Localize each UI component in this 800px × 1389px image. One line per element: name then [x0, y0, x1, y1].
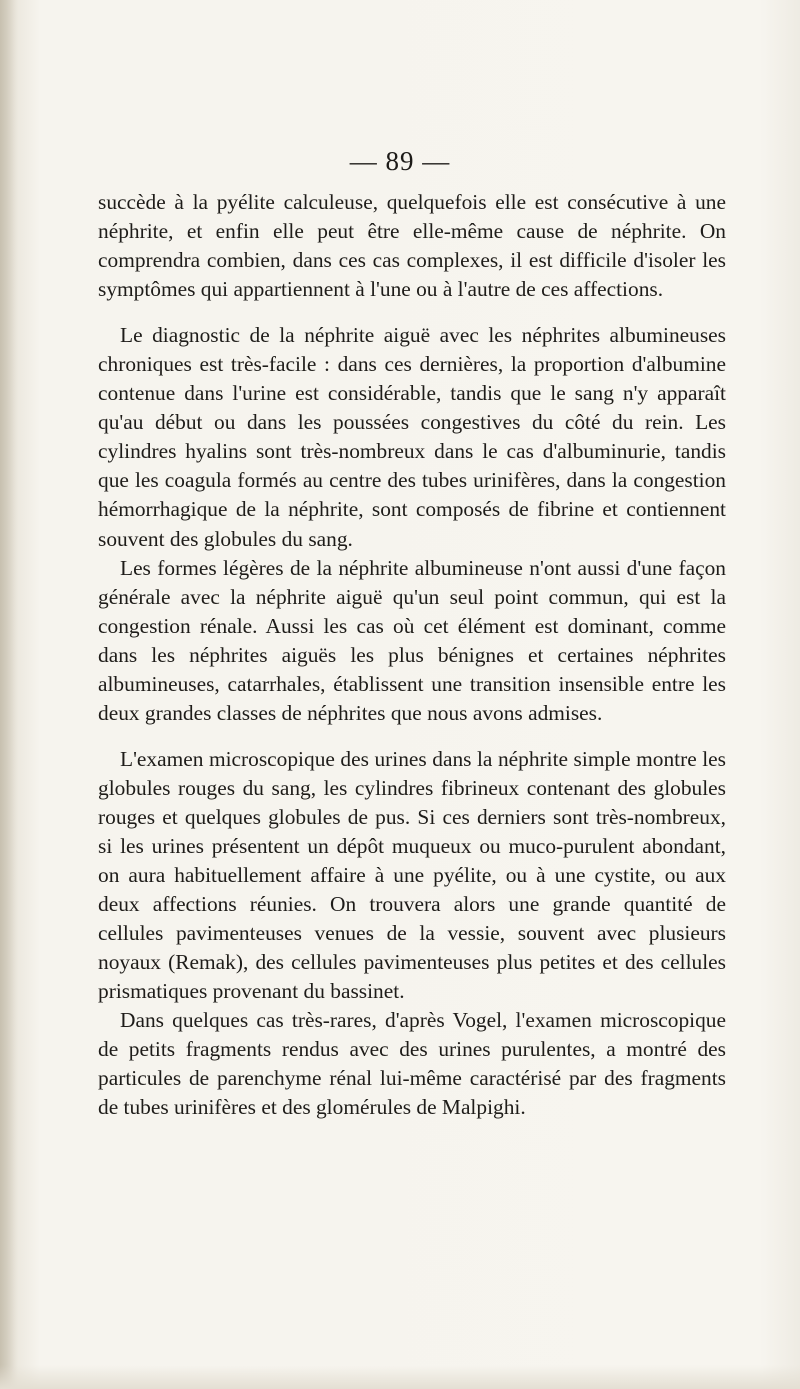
paragraph-4: L'examen microscopique des urines dans la néphrite simple montre les globules rouges du sang, les cylindres fibrineux contenant des globules rouges et quelques globules de pus. Si ces derniers sont très-nombreux, si les urines présentent un dépôt muqueux ou muco-purulent abondant, on aura habituellement affaire à une pyélite, ou à une cystite, ou aux deux affections réunies. On trouvera alors une grande quantité de cellules pavimenteuses venues de la vessie, souvent avec plusieurs noyaux (Remak), des cellules pavimenteuses plus petites et des cellules prismatiques provenant du bassinet.: [98, 746, 726, 1004]
page-body: [98, 188, 726, 1122]
paragraph-3: Les formes légères de la néphrite albumineuse n'ont aussi d'une façon générale avec la néphrite aiguë qu'un seul point commun, qui est la congestion rénale. Aussi les cas où cet élément est dominant, comme dans les néphrites aiguës les plus bénignes et certaines néphrites albumineuses, catarrhales, établissent une transition insensible entre les deux grandes classes de néphrites que nous avons admises.: [98, 555, 726, 725]
page-bottom-edge: [0, 1365, 800, 1389]
paragraph-5: Dans quelques cas très-rares, d'après Vogel, l'examen microscopique de petits fragments rendus avec des urines purulentes, a montré des particules de parenchyme rénal lui-même caractérisé par des fragments de tubes urinifères et des glomérules de Malpighi.: [98, 1008, 726, 1120]
paragraph-1: succède à la pyélite calculeuse, quelquefois elle est consécutive à une néphrite, et enfin elle peut être elle-même cause de néphrite. On comprendra combien, dans ces cas complexes, il est difficile d'isoler les symptômes qui appartiennent à l'une ou à l'autre de ces affections.: [98, 190, 726, 302]
paragraph-2: Le diagnostic de la néphrite aiguë avec les néphrites albumineuses chroniques est très-facile : dans ces dernières, la proportion d'albumine contenue dans l'urine est considérable, tandis que le sang n'y apparaît qu'au début ou dans les poussées congestives du côté du rein. Les cylindres hyalins sont très-nombreux dans le cas d'albuminurie, tandis que les coagula formés au centre des tubes urinifères, dans la congestion hémorrhagique de la néphrite, sont composés de fibrine et contiennent souvent des globules du sang.: [98, 323, 726, 551]
page-number: — 89 —: [349, 146, 451, 176]
page-gutter-shadow: [0, 0, 18, 1389]
